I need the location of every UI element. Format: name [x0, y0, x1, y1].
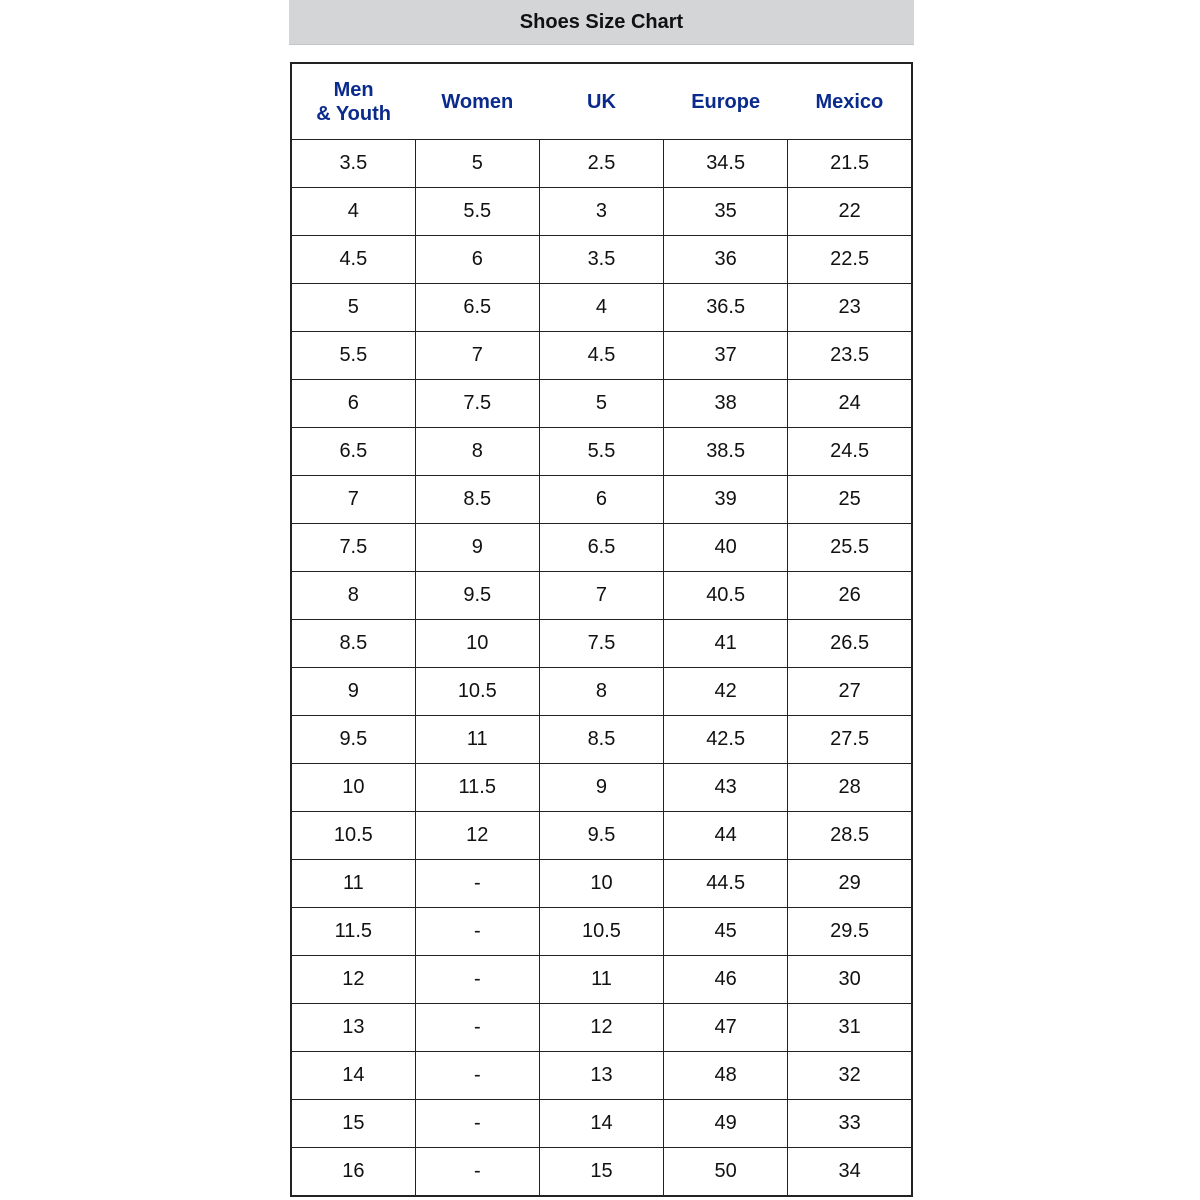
cell-mexico: 28.5: [788, 812, 912, 860]
cell-europe: 43: [664, 764, 788, 812]
cell-uk: 2.5: [539, 140, 663, 188]
cell-mexico: 22.5: [788, 236, 912, 284]
cell-men-youth: 4.5: [291, 236, 415, 284]
cell-women: -: [415, 1148, 539, 1197]
cell-mexico: 29.5: [788, 908, 912, 956]
cell-men-youth: 16: [291, 1148, 415, 1197]
cell-europe: 50: [664, 1148, 788, 1197]
cell-men-youth: 7: [291, 476, 415, 524]
cell-europe: 38.5: [664, 428, 788, 476]
cell-mexico: 29: [788, 860, 912, 908]
cell-europe: 40: [664, 524, 788, 572]
cell-women: 9.5: [415, 572, 539, 620]
cell-uk: 7.5: [539, 620, 663, 668]
table-row: [291, 908, 912, 956]
cell-men-youth: 11: [291, 860, 415, 908]
cell-europe: 41: [664, 620, 788, 668]
cell-men-youth: 4: [291, 188, 415, 236]
cell-europe: 35: [664, 188, 788, 236]
cell-mexico: 24.5: [788, 428, 912, 476]
cell-europe: 46: [664, 956, 788, 1004]
cell-europe: 42.5: [664, 716, 788, 764]
cell-europe: 36: [664, 236, 788, 284]
cell-men-youth: 9: [291, 668, 415, 716]
table-row: [291, 140, 912, 188]
header-men-line1: Men: [333, 78, 374, 101]
cell-uk: 14: [539, 1100, 663, 1148]
cell-uk: 6: [539, 476, 663, 524]
cell-europe: 38: [664, 380, 788, 428]
cell-women: -: [415, 860, 539, 908]
title-bar: [289, 0, 914, 45]
cell-women: 6.5: [415, 284, 539, 332]
cell-mexico: 25: [788, 476, 912, 524]
cell-uk: 7: [539, 572, 663, 620]
table-row: [291, 1100, 912, 1148]
cell-men-youth: 5: [291, 284, 415, 332]
size-table: [290, 62, 913, 1197]
table-row: [291, 860, 912, 908]
cell-uk: 8: [539, 668, 663, 716]
cell-mexico: 26: [788, 572, 912, 620]
cell-men-youth: 7.5: [291, 524, 415, 572]
cell-women: -: [415, 1052, 539, 1100]
cell-women: -: [415, 1004, 539, 1052]
cell-women: 10: [415, 620, 539, 668]
table-row: [291, 332, 912, 380]
cell-women: 8.5: [415, 476, 539, 524]
cell-women: 5: [415, 140, 539, 188]
cell-men-youth: 11.5: [291, 908, 415, 956]
cell-mexico: 24: [788, 380, 912, 428]
cell-men-youth: 10.5: [291, 812, 415, 860]
table-row: [291, 236, 912, 284]
cell-men-youth: 3.5: [291, 140, 415, 188]
cell-europe: 34.5: [664, 140, 788, 188]
table-row: [291, 380, 912, 428]
header-uk: UK: [539, 63, 663, 140]
cell-uk: 5.5: [539, 428, 663, 476]
cell-men-youth: 6.5: [291, 428, 415, 476]
cell-women: 10.5: [415, 668, 539, 716]
cell-uk: 4.5: [539, 332, 663, 380]
table-row: [291, 1004, 912, 1052]
cell-women: 11.5: [415, 764, 539, 812]
cell-mexico: 26.5: [788, 620, 912, 668]
cell-uk: 8.5: [539, 716, 663, 764]
cell-men-youth: 5.5: [291, 332, 415, 380]
header-mexico: Mexico: [788, 63, 912, 140]
cell-women: 5.5: [415, 188, 539, 236]
cell-men-youth: 8: [291, 572, 415, 620]
header-row: [291, 63, 912, 140]
cell-europe: 40.5: [664, 572, 788, 620]
cell-men-youth: 8.5: [291, 620, 415, 668]
cell-mexico: 25.5: [788, 524, 912, 572]
cell-uk: 13: [539, 1052, 663, 1100]
cell-europe: 39: [664, 476, 788, 524]
cell-women: 9: [415, 524, 539, 572]
cell-uk: 9.5: [539, 812, 663, 860]
cell-men-youth: 15: [291, 1100, 415, 1148]
cell-women: 7: [415, 332, 539, 380]
cell-women: -: [415, 956, 539, 1004]
cell-uk: 5: [539, 380, 663, 428]
cell-europe: 44.5: [664, 860, 788, 908]
cell-europe: 44: [664, 812, 788, 860]
table-row: [291, 956, 912, 1004]
cell-uk: 11: [539, 956, 663, 1004]
table-row: [291, 284, 912, 332]
cell-uk: 10.5: [539, 908, 663, 956]
table-row: [291, 668, 912, 716]
cell-men-youth: 10: [291, 764, 415, 812]
cell-women: 11: [415, 716, 539, 764]
table-row: [291, 716, 912, 764]
cell-uk: 6.5: [539, 524, 663, 572]
cell-uk: 10: [539, 860, 663, 908]
cell-men-youth: 9.5: [291, 716, 415, 764]
cell-women: 6: [415, 236, 539, 284]
cell-mexico: 27.5: [788, 716, 912, 764]
table-row: [291, 812, 912, 860]
cell-mexico: 23: [788, 284, 912, 332]
cell-uk: 3: [539, 188, 663, 236]
cell-women: -: [415, 1100, 539, 1148]
cell-mexico: 28: [788, 764, 912, 812]
cell-mexico: 23.5: [788, 332, 912, 380]
cell-women: 7.5: [415, 380, 539, 428]
cell-mexico: 32: [788, 1052, 912, 1100]
cell-europe: 37: [664, 332, 788, 380]
cell-men-youth: 6: [291, 380, 415, 428]
cell-men-youth: 14: [291, 1052, 415, 1100]
cell-mexico: 22: [788, 188, 912, 236]
cell-europe: 36.5: [664, 284, 788, 332]
cell-mexico: 34: [788, 1148, 912, 1197]
table-row: [291, 1148, 912, 1197]
cell-mexico: 30: [788, 956, 912, 1004]
cell-women: -: [415, 908, 539, 956]
cell-men-youth: 12: [291, 956, 415, 1004]
cell-uk: 3.5: [539, 236, 663, 284]
header-men-youth: [291, 63, 415, 140]
table-row: [291, 476, 912, 524]
cell-uk: 15: [539, 1148, 663, 1197]
header-europe: Europe: [664, 63, 788, 140]
cell-europe: 42: [664, 668, 788, 716]
cell-mexico: 31: [788, 1004, 912, 1052]
table-row: [291, 572, 912, 620]
cell-europe: 45: [664, 908, 788, 956]
table-row: [291, 764, 912, 812]
table-row: [291, 188, 912, 236]
cell-women: 8: [415, 428, 539, 476]
cell-mexico: 27: [788, 668, 912, 716]
cell-mexico: 21.5: [788, 140, 912, 188]
cell-men-youth: 13: [291, 1004, 415, 1052]
cell-uk: 12: [539, 1004, 663, 1052]
cell-europe: 48: [664, 1052, 788, 1100]
chart-title: Shoes Size Chart: [519, 10, 684, 33]
cell-women: 12: [415, 812, 539, 860]
table-row: [291, 524, 912, 572]
cell-uk: 4: [539, 284, 663, 332]
table-row: [291, 620, 912, 668]
header-men-line2: & Youth: [316, 102, 391, 125]
table-row: [291, 428, 912, 476]
header-women: Women: [415, 63, 539, 140]
cell-europe: 49: [664, 1100, 788, 1148]
cell-mexico: 33: [788, 1100, 912, 1148]
cell-uk: 9: [539, 764, 663, 812]
cell-europe: 47: [664, 1004, 788, 1052]
table-row: [291, 1052, 912, 1100]
